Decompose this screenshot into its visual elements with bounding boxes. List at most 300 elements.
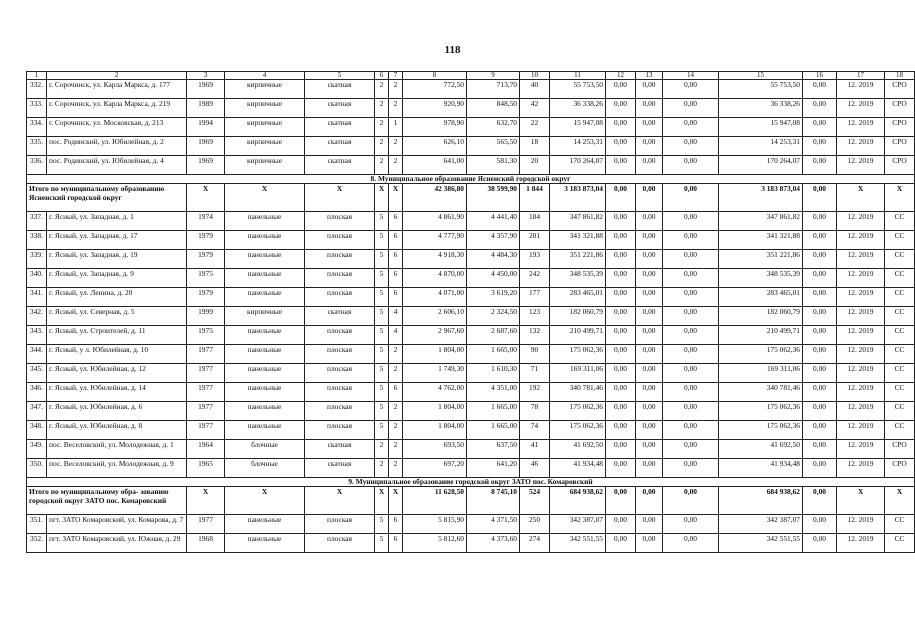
table-cell: 2 324,50: [467, 307, 520, 326]
address-cell: г. Ясный, ул. Юбилейная, д. 6: [47, 402, 187, 421]
table-cell: 346.: [27, 383, 47, 402]
subtotal-cell: 0,00: [606, 487, 636, 515]
table-cell: 342 551,55: [550, 534, 606, 553]
address-cell: г. Ясный, ул. Ленина, д. 20: [47, 288, 187, 307]
table-cell: 0,00: [636, 231, 663, 250]
table-cell: 1969: [187, 80, 225, 99]
table-cell: 12. 2019: [837, 288, 885, 307]
table-cell: 0,00: [606, 212, 636, 231]
table-cell: 0,00: [636, 212, 663, 231]
table-cell: 0,00: [663, 440, 719, 459]
table-cell: кирпичные: [225, 99, 305, 118]
column-number-8: 8: [403, 72, 467, 80]
address-cell: г. Ясный, ул. Западная, д. 17: [47, 231, 187, 250]
table-cell: 4: [389, 326, 403, 345]
table-cell: 0,00: [636, 459, 663, 478]
table-cell: 4 918,30: [403, 250, 467, 269]
table-cell: 41 934,48: [550, 459, 606, 478]
table-cell: 12. 2019: [837, 402, 885, 421]
address-cell: г. Ясный, ул. Северная, д. 5: [47, 307, 187, 326]
table-cell: 1999: [187, 307, 225, 326]
table-cell: 132: [520, 326, 550, 345]
table-cell: 632,70: [467, 118, 520, 137]
table-cell: панельные: [225, 383, 305, 402]
table-cell: 0,00: [663, 137, 719, 156]
table-cell: 342 387,07: [550, 515, 606, 534]
table-cell: 0,00: [663, 269, 719, 288]
subtotal-cell: X: [389, 184, 403, 212]
table-cell: 5: [375, 345, 389, 364]
table-cell: 12. 2019: [837, 307, 885, 326]
table-cell: 2: [375, 118, 389, 137]
table-cell: СРО: [885, 80, 915, 99]
table-cell: 1979: [187, 231, 225, 250]
table-cell: 1975: [187, 326, 225, 345]
table-cell: 41 692,50: [719, 440, 803, 459]
table-cell: 177: [520, 288, 550, 307]
table-row: [27, 231, 915, 250]
table-cell: 1979: [187, 288, 225, 307]
table-cell: 175 062,36: [719, 402, 803, 421]
table-cell: 41: [520, 440, 550, 459]
table-cell: 0,00: [803, 307, 837, 326]
table-cell: скатная: [305, 307, 375, 326]
table-cell: 55 753,50: [719, 80, 803, 99]
table-cell: 1977: [187, 345, 225, 364]
table-cell: 1964: [187, 440, 225, 459]
table-cell: 12. 2019: [837, 345, 885, 364]
table-cell: 0,00: [663, 402, 719, 421]
table-cell: СРО: [885, 440, 915, 459]
table-cell: 0,00: [636, 269, 663, 288]
table-cell: 6: [389, 231, 403, 250]
table-cell: 175 062,36: [550, 345, 606, 364]
table-cell: 2: [389, 421, 403, 440]
table-cell: 12. 2019: [837, 269, 885, 288]
table-cell: 4: [389, 307, 403, 326]
table-cell: кирпичные: [225, 307, 305, 326]
subtotal-cell: X: [885, 487, 915, 515]
table-cell: 0,00: [606, 383, 636, 402]
table-cell: 0,00: [803, 440, 837, 459]
table-row: [27, 307, 915, 326]
table-cell: 5: [375, 326, 389, 345]
address-cell: г. Ясный, ул. Западная, д. 1: [47, 212, 187, 231]
table-row: [27, 212, 915, 231]
table-row: [27, 288, 915, 307]
subtotal-cell: X: [375, 487, 389, 515]
table-cell: панельные: [225, 326, 305, 345]
table-cell: 175 062,36: [550, 421, 606, 440]
table-cell: 12. 2019: [837, 515, 885, 534]
table-cell: 0,00: [663, 515, 719, 534]
table-cell: 2: [389, 364, 403, 383]
table-cell: 772,50: [403, 80, 467, 99]
table-cell: 1979: [187, 250, 225, 269]
table-cell: 2: [375, 156, 389, 175]
table-cell: 5: [375, 364, 389, 383]
table-cell: 55 753,50: [550, 80, 606, 99]
table-cell: 0,00: [663, 534, 719, 553]
subtotal-cell: 38 599,90: [467, 184, 520, 212]
table-cell: 0,00: [803, 459, 837, 478]
table-cell: 14 253,31: [719, 137, 803, 156]
table-cell: 0,00: [803, 534, 837, 553]
table-cell: 2: [375, 80, 389, 99]
address-cell: г. Ясный, ул. Юбилейная, д. 8: [47, 421, 187, 440]
table-cell: 1 749,30: [403, 364, 467, 383]
table-cell: 1977: [187, 515, 225, 534]
table-cell: панельные: [225, 231, 305, 250]
table-row: [27, 326, 915, 345]
table-cell: СРО: [885, 99, 915, 118]
table-cell: панельные: [225, 250, 305, 269]
table-cell: 641,20: [467, 459, 520, 478]
table-cell: 0,00: [636, 534, 663, 553]
table-cell: 6: [389, 288, 403, 307]
table-cell: 352.: [27, 534, 47, 553]
table-cell: панельные: [225, 345, 305, 364]
table-cell: 1989: [187, 99, 225, 118]
table-cell: скатная: [305, 459, 375, 478]
table-cell: 0,00: [636, 250, 663, 269]
table-cell: СС: [885, 250, 915, 269]
table-cell: 2: [389, 99, 403, 118]
table-cell: 0,00: [606, 515, 636, 534]
table-cell: 12. 2019: [837, 250, 885, 269]
table-cell: 1 665,00: [467, 421, 520, 440]
table-cell: 1 665,00: [467, 402, 520, 421]
table-cell: 6: [389, 212, 403, 231]
table-cell: 565,50: [467, 137, 520, 156]
table-cell: 1977: [187, 402, 225, 421]
table-cell: 0,00: [636, 80, 663, 99]
table-cell: 342.: [27, 307, 47, 326]
table-cell: 5: [375, 269, 389, 288]
column-number-12: 12: [606, 72, 636, 80]
section-header-row: [27, 175, 915, 184]
table-row: [27, 364, 915, 383]
table-cell: 0,00: [636, 402, 663, 421]
subtotal-cell: 0,00: [803, 487, 837, 515]
table-cell: 351 221,86: [550, 250, 606, 269]
table-cell: 337.: [27, 212, 47, 231]
table-cell: плоская: [305, 421, 375, 440]
subtotal-cell: X: [375, 184, 389, 212]
column-number-17: 17: [837, 72, 885, 80]
table-cell: 348 535,39: [719, 269, 803, 288]
table-cell: 341 321,88: [719, 231, 803, 250]
table-cell: 210 499,71: [550, 326, 606, 345]
subtotal-cell: X: [389, 487, 403, 515]
table-cell: панельные: [225, 534, 305, 553]
table-cell: 40: [520, 80, 550, 99]
table-cell: 0,00: [606, 118, 636, 137]
page-number: 118: [444, 44, 461, 56]
table-cell: плоская: [305, 383, 375, 402]
table-cell: 347 861,82: [719, 212, 803, 231]
table-cell: кирпичные: [225, 137, 305, 156]
table-cell: 20: [520, 156, 550, 175]
column-number-18: 18: [885, 72, 915, 80]
table-cell: 1: [389, 118, 403, 137]
subtotal-cell: 3 183 873,04: [719, 184, 803, 212]
column-number-10: 10: [520, 72, 550, 80]
table-cell: плоская: [305, 534, 375, 553]
table-cell: 4 450,00: [467, 269, 520, 288]
table-cell: 2: [389, 156, 403, 175]
table-cell: 0,00: [803, 137, 837, 156]
subtotal-cell: 684 938,62: [550, 487, 606, 515]
table-cell: панельные: [225, 212, 305, 231]
table-cell: 193: [520, 250, 550, 269]
table-cell: 1974: [187, 212, 225, 231]
table-cell: 0,00: [636, 99, 663, 118]
address-cell: пос. Веселовский, ул. Молодежная, д. 1: [47, 440, 187, 459]
table-cell: 12. 2019: [837, 212, 885, 231]
table-cell: 0,00: [663, 288, 719, 307]
table-cell: блочные: [225, 440, 305, 459]
table-cell: скатная: [305, 440, 375, 459]
table-cell: 0,00: [803, 345, 837, 364]
subtotal-cell: 0,00: [663, 487, 719, 515]
table-cell: 0,00: [636, 137, 663, 156]
table-cell: 4 777,90: [403, 231, 467, 250]
table-cell: 6: [389, 269, 403, 288]
subtotal-cell: X: [187, 184, 225, 212]
table-cell: 41 692,50: [550, 440, 606, 459]
subtotal-cell: 0,00: [636, 487, 663, 515]
table-cell: СС: [885, 402, 915, 421]
table-cell: 341 321,88: [550, 231, 606, 250]
table-cell: 0,00: [803, 364, 837, 383]
column-number-row: [27, 72, 915, 80]
table-cell: 0,00: [606, 307, 636, 326]
table-cell: 12. 2019: [837, 156, 885, 175]
table-cell: 5: [375, 402, 389, 421]
table-cell: 4 762,00: [403, 383, 467, 402]
table-cell: 336.: [27, 156, 47, 175]
table-cell: 0,00: [606, 99, 636, 118]
table-cell: 182 060,79: [719, 307, 803, 326]
subtotal-cell: 3 183 873,04: [550, 184, 606, 212]
table-cell: 2: [389, 80, 403, 99]
table-cell: панельные: [225, 288, 305, 307]
table-cell: 4 373,60: [467, 534, 520, 553]
address-cell: г. Ясный, у л. Юбилейная, д. 10: [47, 345, 187, 364]
table-cell: 0,00: [663, 459, 719, 478]
address-cell: пос. Родинский, ул. Юбилейная, д. 4: [47, 156, 187, 175]
table-cell: 0,00: [803, 383, 837, 402]
table-row: [27, 383, 915, 402]
table-cell: 41 934,48: [719, 459, 803, 478]
table-cell: СРО: [885, 118, 915, 137]
table-cell: 1977: [187, 364, 225, 383]
table-cell: 0,00: [803, 288, 837, 307]
table-cell: 1 610,30: [467, 364, 520, 383]
column-number-11: 11: [550, 72, 606, 80]
table-cell: 0,00: [803, 231, 837, 250]
table-cell: скатная: [305, 118, 375, 137]
table-cell: плоская: [305, 326, 375, 345]
subtotal-row: [27, 487, 915, 515]
table-cell: 5: [375, 288, 389, 307]
table-cell: 348 535,39: [550, 269, 606, 288]
table-cell: 0,00: [803, 80, 837, 99]
table-cell: плоская: [305, 250, 375, 269]
table-cell: 0,00: [803, 515, 837, 534]
table-cell: 12. 2019: [837, 231, 885, 250]
subtotal-cell: 0,00: [636, 184, 663, 212]
subtotal-cell: 11 628,50: [403, 487, 467, 515]
table-row: [27, 137, 915, 156]
table-cell: 5: [375, 212, 389, 231]
table-cell: 12. 2019: [837, 364, 885, 383]
table-cell: 12. 2019: [837, 118, 885, 137]
table-cell: 1975: [187, 269, 225, 288]
table-cell: 12. 2019: [837, 99, 885, 118]
table-cell: 242: [520, 269, 550, 288]
subtotal-cell: 684 938,62: [719, 487, 803, 515]
subtotal-cell: X: [225, 487, 305, 515]
table-cell: 0,00: [636, 307, 663, 326]
subtotal-cell: 524: [520, 487, 550, 515]
subtotal-label: Итого по муниципальному образованию Ясненский городской округ: [27, 184, 187, 212]
table-cell: СС: [885, 364, 915, 383]
column-number-2: 2: [47, 72, 187, 80]
table-row: [27, 534, 915, 553]
table-cell: 4 861,90: [403, 212, 467, 231]
table-cell: СС: [885, 212, 915, 231]
table-cell: 22: [520, 118, 550, 137]
table-cell: 274: [520, 534, 550, 553]
table-cell: плоская: [305, 231, 375, 250]
subtotal-cell: 1 844: [520, 184, 550, 212]
column-number-6: 6: [375, 72, 389, 80]
table-cell: 12. 2019: [837, 137, 885, 156]
table-cell: 581,30: [467, 156, 520, 175]
table-cell: 5: [375, 534, 389, 553]
table-cell: 71: [520, 364, 550, 383]
table-cell: 338.: [27, 231, 47, 250]
table-cell: 0,00: [663, 212, 719, 231]
table-cell: плоская: [305, 212, 375, 231]
table-cell: 2: [389, 459, 403, 478]
table-cell: 4 371,50: [467, 515, 520, 534]
subtotal-cell: 42 386,80: [403, 184, 467, 212]
table-cell: СРО: [885, 459, 915, 478]
table-cell: кирпичные: [225, 156, 305, 175]
table-row: [27, 250, 915, 269]
table-cell: плоская: [305, 288, 375, 307]
table-cell: 637,50: [467, 440, 520, 459]
table-cell: 6: [389, 534, 403, 553]
address-cell: г. Ясный, ул. Юбилейная, д. 14: [47, 383, 187, 402]
column-number-1: 1: [27, 72, 47, 80]
table-cell: 0,00: [606, 269, 636, 288]
table-cell: 15 947,08: [550, 118, 606, 137]
table-cell: 0,00: [803, 118, 837, 137]
table-cell: панельные: [225, 421, 305, 440]
table-cell: 340.: [27, 269, 47, 288]
table-cell: 170 264,07: [719, 156, 803, 175]
subtotal-cell: 0,00: [606, 184, 636, 212]
address-cell: пгт. ЗАТО Комаровский, ул. Комарова, д. 7: [47, 515, 187, 534]
table-cell: 15 947,08: [719, 118, 803, 137]
table-cell: СС: [885, 515, 915, 534]
table-cell: 5: [375, 250, 389, 269]
table-cell: скатная: [305, 156, 375, 175]
table-cell: СС: [885, 288, 915, 307]
address-cell: пос. Веселовский, ул. Молодежная, д. 9: [47, 459, 187, 478]
table-cell: плоская: [305, 515, 375, 534]
table-cell: 5: [375, 421, 389, 440]
table-cell: 184: [520, 212, 550, 231]
table-cell: СС: [885, 326, 915, 345]
table-cell: 170 264,07: [550, 156, 606, 175]
column-number-5: 5: [305, 72, 375, 80]
table-cell: 2 967,60: [403, 326, 467, 345]
table-cell: 12. 2019: [837, 326, 885, 345]
table-cell: СС: [885, 345, 915, 364]
table-cell: 0,00: [606, 345, 636, 364]
subtotal-cell: X: [837, 184, 885, 212]
table-cell: 713,70: [467, 80, 520, 99]
table-cell: 175 062,36: [550, 402, 606, 421]
table-cell: кирпичные: [225, 80, 305, 99]
table-cell: 848,50: [467, 99, 520, 118]
address-cell: г. Ясный, ул. Западная, д. 9: [47, 269, 187, 288]
subtotal-cell: 8 745,10: [467, 487, 520, 515]
table-cell: 0,00: [803, 250, 837, 269]
table-cell: 340 781,46: [719, 383, 803, 402]
column-number-3: 3: [187, 72, 225, 80]
table-cell: 351.: [27, 515, 47, 534]
table-cell: 14 253,31: [550, 137, 606, 156]
table-cell: 0,00: [803, 421, 837, 440]
table-cell: 351 221,86: [719, 250, 803, 269]
subtotal-cell: X: [187, 487, 225, 515]
housing-register-table: [26, 71, 915, 553]
table-cell: панельные: [225, 364, 305, 383]
table-cell: 3 619,20: [467, 288, 520, 307]
table-cell: 0,00: [606, 80, 636, 99]
subtotal-cell: 0,00: [663, 184, 719, 212]
column-number-4: 4: [225, 72, 305, 80]
table-cell: СС: [885, 231, 915, 250]
table-cell: 345.: [27, 364, 47, 383]
table-cell: СС: [885, 269, 915, 288]
address-cell: г. Сорочинск, ул. Карла Маркса, д. 177: [47, 80, 187, 99]
table-cell: плоская: [305, 364, 375, 383]
table-cell: 0,00: [636, 421, 663, 440]
table-cell: 342 387,07: [719, 515, 803, 534]
table-cell: 697,20: [403, 459, 467, 478]
table-cell: 347.: [27, 402, 47, 421]
table-cell: 0,00: [663, 421, 719, 440]
table-cell: СС: [885, 307, 915, 326]
column-number-16: 16: [803, 72, 837, 80]
table-cell: 0,00: [636, 345, 663, 364]
table-cell: 335.: [27, 137, 47, 156]
address-cell: г. Сорочинск, ул. Карла Маркса, д. 219: [47, 99, 187, 118]
table-cell: 1977: [187, 421, 225, 440]
table-cell: 0,00: [663, 383, 719, 402]
table-cell: кирпичные: [225, 118, 305, 137]
table-cell: 0,00: [663, 80, 719, 99]
table-cell: СС: [885, 421, 915, 440]
table-cell: 283 465,01: [550, 288, 606, 307]
